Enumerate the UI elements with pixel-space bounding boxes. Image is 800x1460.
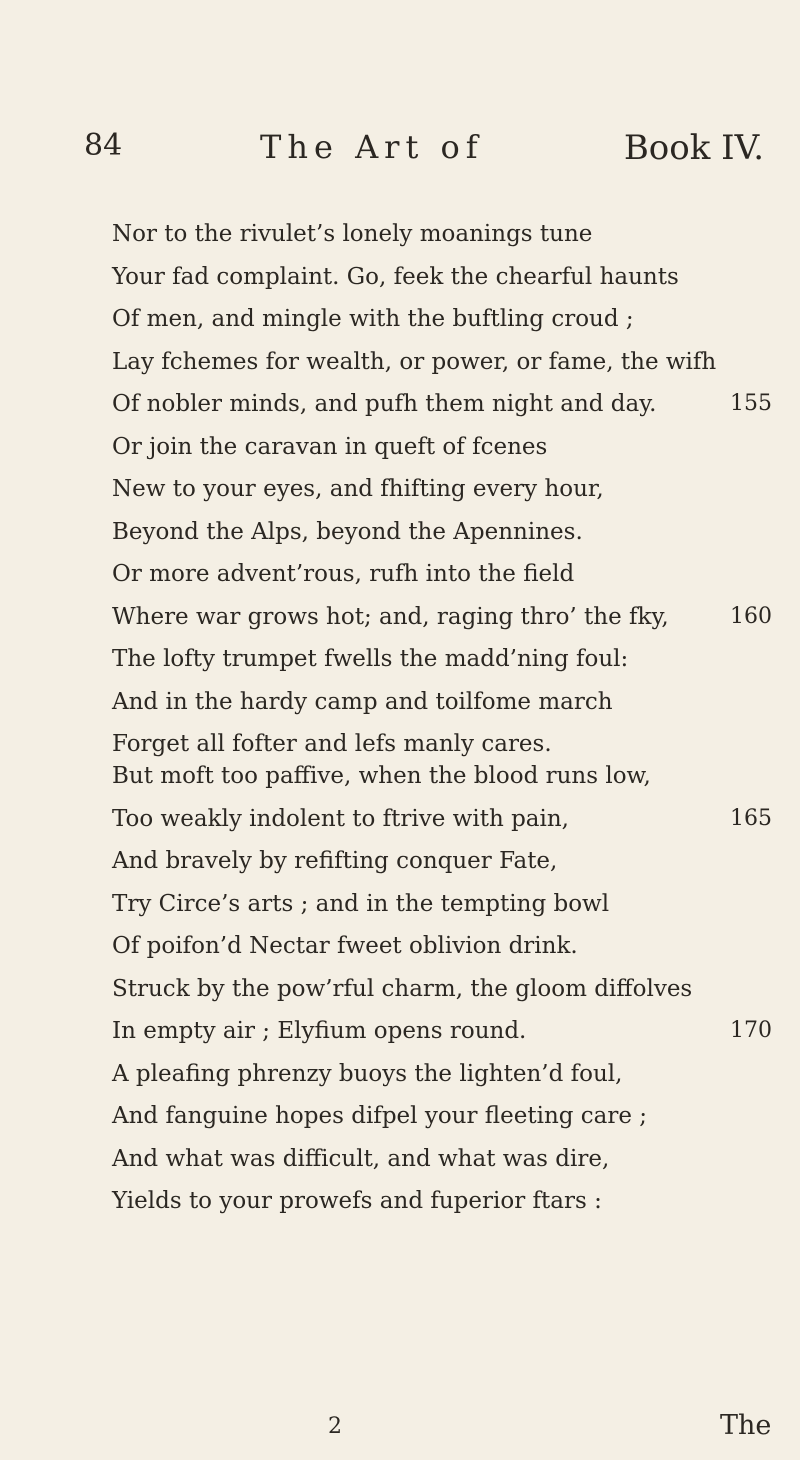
verse-line xyxy=(112,383,772,426)
verse-text: Lay fchemes for wealth, or power, or fame, the wifh xyxy=(112,348,717,375)
verse-line xyxy=(112,1095,772,1138)
verse-text: Or more advent’rous, rufh into the field xyxy=(112,561,575,587)
verse-line xyxy=(112,638,772,681)
verse-line xyxy=(112,1010,772,1053)
verse-text: Yields to your prowefs and fuperior ftars : xyxy=(112,1188,602,1214)
verse-text: Of men, and mingle with the buftling croud ; xyxy=(112,306,634,332)
line-number: 160 xyxy=(730,603,772,629)
verse-line xyxy=(112,511,772,554)
verse-text: Struck by the pow’rful charm, the gloom diffolves xyxy=(112,975,693,1002)
verse-line xyxy=(112,1053,772,1096)
verse-line xyxy=(112,883,772,926)
page-number: 84 xyxy=(84,128,123,163)
verse-line xyxy=(112,596,772,639)
verse-text: And what was difficult, and what was dire, xyxy=(112,1145,610,1172)
stanza-1 xyxy=(112,213,772,766)
verse-text: In empty air ; Elyfium opens round. xyxy=(112,1018,527,1044)
verse-text: Where war grows hot; and, raging thro’ the fky, xyxy=(112,603,669,630)
stanza-2 xyxy=(112,755,772,1223)
verse-line xyxy=(112,840,772,883)
verse-line xyxy=(112,798,772,841)
verse-text: A pleafing phrenzy buoys the lighten’d foul, xyxy=(112,1060,623,1087)
catchword: The xyxy=(720,1410,772,1441)
line-number: 155 xyxy=(730,391,772,416)
verse-line xyxy=(112,298,772,341)
verse-text: Too weakly indolent to ftrive with pain, xyxy=(112,805,569,832)
verse-line xyxy=(112,925,772,968)
verse-text: Nor to the rivulet’s lonely moanings tune xyxy=(112,221,593,247)
line-number: 170 xyxy=(730,1018,772,1043)
signature-mark: 2 xyxy=(328,1414,342,1439)
verse-line xyxy=(112,426,772,469)
book-label: Book IV. xyxy=(623,128,764,168)
running-header xyxy=(84,128,764,174)
verse-line xyxy=(112,213,772,256)
verse-text: And fanguine hopes difpel your fleeting care ; xyxy=(112,1103,648,1129)
verse-text: Beyond the Alps, beyond the Apennines. xyxy=(112,518,583,545)
verse-line xyxy=(112,553,772,596)
verse-text: The lofty trumpet fwells the madd’ning foul: xyxy=(112,646,629,672)
verse-text: New to your eyes, and fhifting every hour, xyxy=(112,476,604,502)
running-title: The Art of xyxy=(260,128,484,166)
line-number: 165 xyxy=(730,805,772,831)
verse-text: Or join the caravan in queft of fcenes xyxy=(112,433,548,460)
verse-text: Try Circe’s arts ; and in the tempting bowl xyxy=(112,890,610,917)
verse-text: And bravely by refifting conquer Fate, xyxy=(112,848,558,874)
verse-text: Forget all fofter and lefs manly cares. xyxy=(112,731,552,757)
verse-line xyxy=(112,341,772,384)
verse-text: But moft too paffive, when the blood runs low, xyxy=(112,763,651,789)
verse-text: Of poifon’d Nectar fweet oblivion drink. xyxy=(112,933,578,959)
verse-text: Of nobler minds, and pufh them night and day. xyxy=(112,391,657,417)
verse-line xyxy=(112,256,772,299)
verse-text: And in the hardy camp and toilfome march xyxy=(112,688,613,715)
verse-line xyxy=(112,681,772,724)
verse-line xyxy=(112,755,772,798)
verse-line xyxy=(112,968,772,1011)
verse-line xyxy=(112,1138,772,1181)
verse-line xyxy=(112,468,772,511)
verse-text: Your fad complaint. Go, feek the chearful haunts xyxy=(112,263,679,290)
verse-line xyxy=(112,1180,772,1223)
